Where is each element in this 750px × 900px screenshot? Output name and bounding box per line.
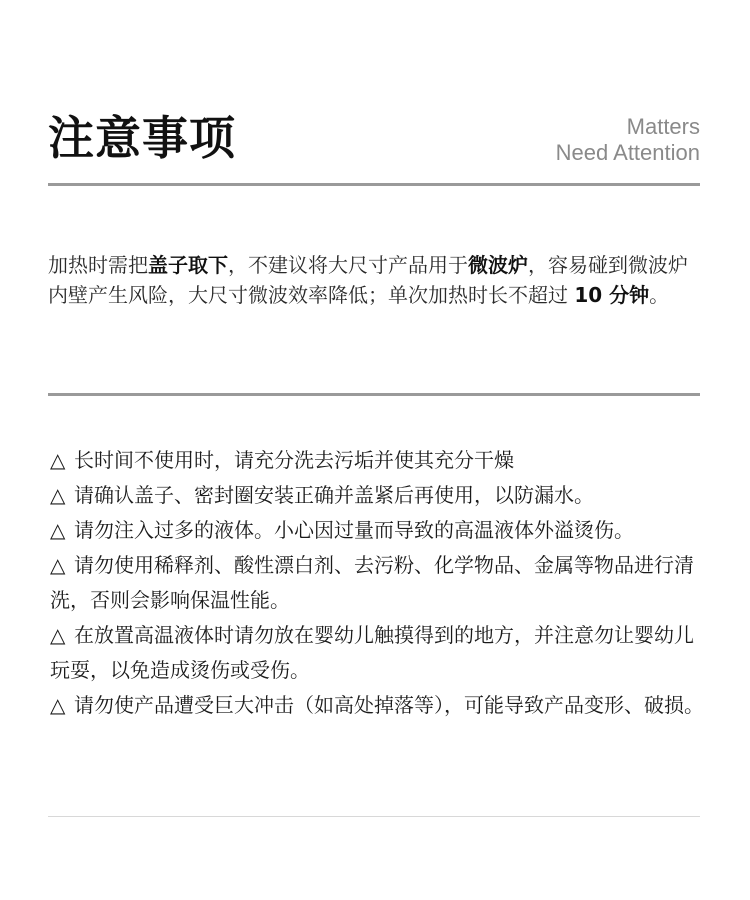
note-text: 长时间不使用时，请充分洗去污垢并使其充分干燥: [74, 448, 514, 472]
list-item: [50, 618, 705, 688]
note-text: 请勿使用稀释剂、酸性漂白剂、去污粉、化学物品、金属等物品进行清洗，否则会影响保温性能。: [50, 553, 694, 612]
note-text: 请勿使产品遭受巨大冲击（如高处掉落等），可能导致产品变形、破损。: [74, 693, 704, 717]
list-item: [50, 443, 705, 478]
intro-emphasis-duration: 10 分钟: [574, 283, 650, 307]
intro-text-1: 加热时需把: [48, 253, 148, 277]
note-text: 请勿注入过多的液体。小心因过量而导致的高温液体外溢烫伤。: [74, 518, 634, 542]
section-divider: [48, 393, 700, 396]
header-divider: [48, 183, 700, 186]
note-text: 请确认盖子、密封圈安装正确并盖紧后再使用，以防漏水。: [74, 483, 594, 507]
english-subtitle: [556, 114, 700, 166]
list-item: [50, 478, 705, 513]
intro-text-2: ，不建议将大尺寸产品用于: [228, 253, 468, 277]
footer-divider: [48, 816, 700, 817]
warning-triangle-icon: △: [50, 483, 66, 507]
section-header: [48, 100, 700, 180]
subtitle-line-2: Need Attention: [555, 140, 700, 165]
list-item: [50, 513, 705, 548]
warning-triangle-icon: △: [50, 693, 66, 717]
intro-paragraph: [48, 250, 700, 310]
note-text: 在放置高温液体时请勿放在婴幼儿触摸得到的地方，并注意勿让婴幼儿玩耍，以免造成烫伤或受伤。: [50, 623, 694, 682]
intro-text-3: ，容易碰到微波炉内壁产生风险，大尺寸微波效率降低；单次加热时长不超过: [48, 253, 688, 307]
warning-triangle-icon: △: [50, 518, 66, 542]
list-item: [50, 548, 705, 618]
page-title: 注意事项: [48, 111, 236, 165]
warning-triangle-icon: △: [50, 623, 66, 647]
intro-emphasis-lid: 盖子取下: [148, 253, 228, 277]
subtitle-line-1: Matters: [626, 114, 700, 139]
intro-text-4: 。: [649, 283, 670, 307]
notes-list: [50, 443, 705, 723]
intro-emphasis-microwave: 微波炉: [468, 253, 528, 277]
list-item: [50, 688, 705, 723]
warning-triangle-icon: △: [50, 553, 66, 577]
warning-triangle-icon: △: [50, 448, 66, 472]
